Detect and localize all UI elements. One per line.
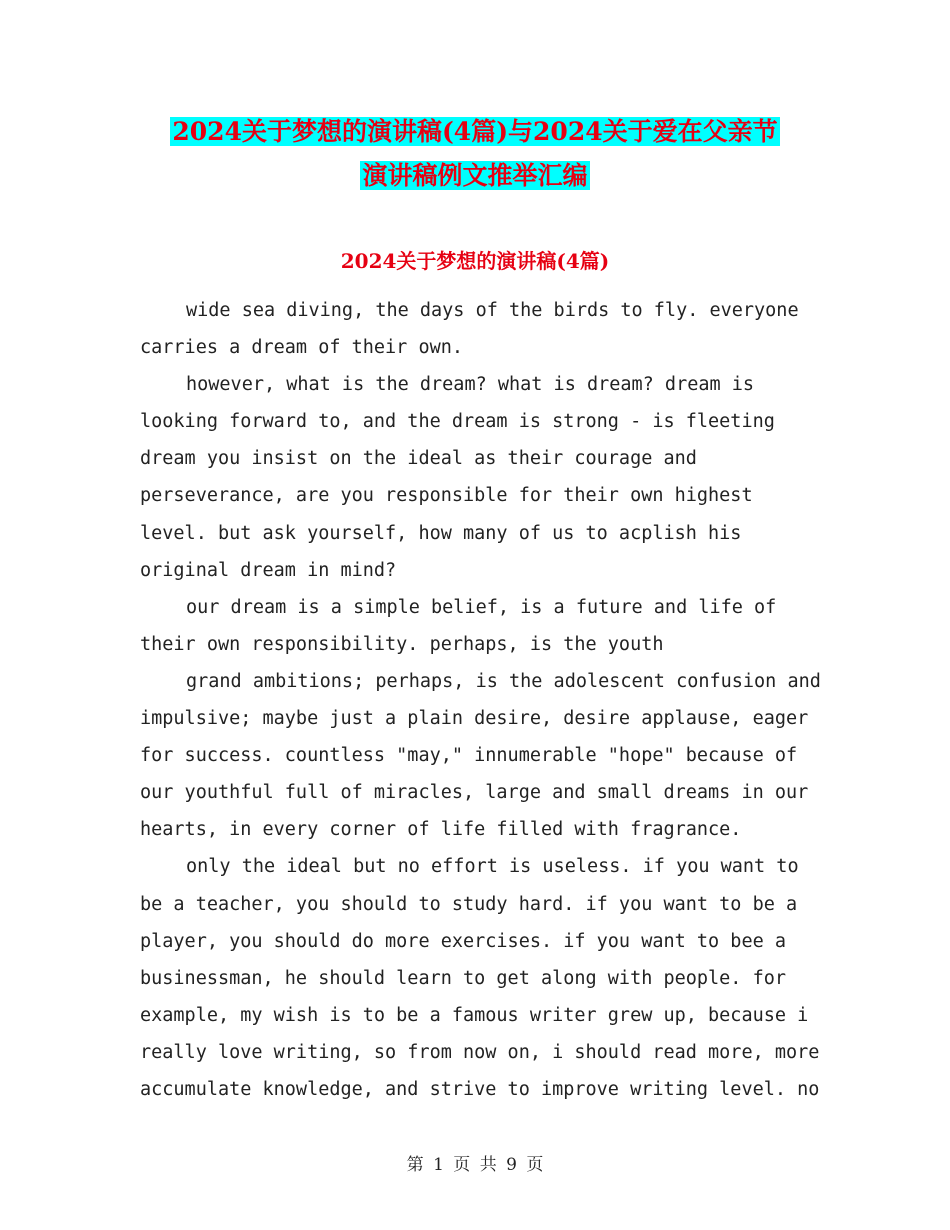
text-line: example, my wish is to be a famous writer grew up, because i [140,1004,809,1026]
text-line: really love writing, so from now on, i should read more, more [140,1041,820,1063]
text-line: impulsive; maybe just a plain desire, desire applause, eager [140,708,809,730]
text-line: our dream is a simple belief, is a future and life of [186,596,777,618]
text-line: carries a dream of their own. [140,337,464,359]
text-line: be a teacher, you should to study hard. if you want to be a [140,893,798,915]
text-line: accumulate knowledge, and strive to improve writing level. no [140,1078,820,1100]
text-line: grand ambitions; perhaps, is the adolescent confusion and [186,670,821,692]
text-line: wide sea diving, the days of the birds to fly. everyone [186,300,799,321]
text-line: only the ideal but no effort is useless. if you want to [186,856,799,878]
text-line: their own responsibility. perhaps, is the youth [140,633,664,655]
page-footer: 第 1 页 共 9 页 [406,1155,544,1175]
document-title [0,110,950,198]
text-line: dream you insist on the ideal as their courage and [140,448,697,470]
text-line: looking forward to, and the dream is strong - is fleeting [140,411,775,433]
text-line: original dream in mind? [140,559,397,581]
text-line: however, what is the dream? what is dream? dream is [186,374,755,396]
text-line: our youthful full of miracles, large and small dreams in our [140,782,809,804]
text-line: perseverance, are you responsible for their own highest [140,485,753,507]
body-text [140,292,820,1108]
section-heading: 2024关于梦想的演讲稿(4篇) [340,249,610,273]
text-line: hearts, in every corner of life filled with fragrance. [140,819,742,841]
text-line: businessman, he should learn to get along with people. for [140,967,787,989]
text-line: level. but ask yourself, how many of us to acplish his [140,522,742,544]
title-line-1: 2024关于梦想的演讲稿(4篇)与2024关于爱在父亲节 [172,117,778,146]
text-line: for success. countless "may," innumerable "hope" because of [140,745,798,767]
text-line: player, you should do more exercises. if you want to bee a [140,930,787,952]
title-line-2: 演讲稿例文推举汇编 [362,161,588,190]
